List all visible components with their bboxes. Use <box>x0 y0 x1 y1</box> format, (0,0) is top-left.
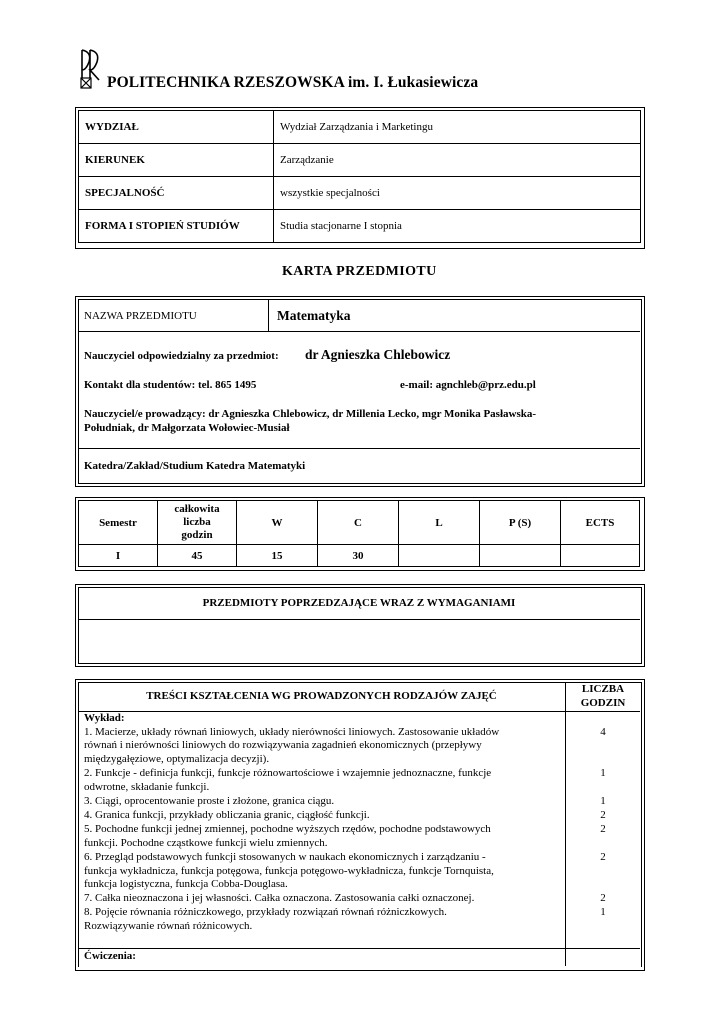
p-header: P (S) <box>480 501 561 545</box>
l-header: L <box>399 501 480 545</box>
hours-header <box>566 683 640 710</box>
lecture-hours-cell <box>566 878 640 892</box>
info-row-specialization <box>79 177 641 210</box>
total-hours-value: 45 <box>158 545 237 567</box>
lecture-line: 8. Pojęcie równania różniczkowego, przykłady rozwiązań równań różniczkowych. <box>84 906 447 919</box>
semester-data-row <box>79 545 640 567</box>
total-hours-header-line1: całkowita <box>174 503 220 515</box>
semester-header: Semestr <box>79 501 158 545</box>
w-value: 15 <box>237 545 318 567</box>
contact-email: e-mail: agnchleb@prz.edu.pl <box>400 379 536 391</box>
lecture-line: funkcja logistyczna, funkcja Cobba-Douglasa. <box>84 878 288 891</box>
lecture-line: 4. Granica funkcji, przykłady obliczania granic, ciągłość funkcji. <box>84 808 370 821</box>
lecture-hours-cell: 2 <box>600 850 606 863</box>
info-row-field <box>79 144 641 177</box>
prereq-divider <box>78 619 640 620</box>
lecture-hours <box>566 726 640 935</box>
teachers-line-2: Południak, dr Małgorzata Wołowiec-Musiał <box>84 422 290 434</box>
lecture-hours-cell <box>566 837 640 851</box>
specialization-label: SPECJALNOŚĆ <box>79 177 274 210</box>
lecture-hours-cell: 2 <box>600 808 606 821</box>
faculty-value: Wydział Zarządzania i Marketingu <box>274 111 641 144</box>
lecture-line: 2. Funkcje - definicja funkcji, funkcje różnowartościowe i wzajemnie jednoznaczne, funkcje <box>84 767 492 780</box>
lecture-line: funkcja wykładnicza, funkcja potęgowa, funkcja potęgowo-wykładnicza, funkcje Tornquista, <box>84 864 494 877</box>
c-header: C <box>318 501 399 545</box>
exercises-divider <box>78 948 640 949</box>
lecture-hours-cell: 1 <box>600 906 606 919</box>
contact-phone: Kontakt dla studentów: tel. 865 1495 <box>84 379 257 391</box>
l-value <box>399 545 480 567</box>
prereq-title: PRZEDMIOTY POPRZEDZAJĄCE WRAZ Z WYMAGANIAMI <box>202 597 516 609</box>
lecture-hours-cell <box>566 739 640 753</box>
lecture-line: Rozwiązywanie równań różnicowych. <box>84 920 253 933</box>
card-title: KARTA PRZEDMIOTU <box>282 264 437 279</box>
department: Katedra/Zakład/Studium Katedra Matematyki <box>84 460 306 472</box>
lecture-line: funkcji. Pochodne cząstkowe funkcji wielu zmiennych. <box>84 836 328 849</box>
lecture-hours-cell: 1 <box>600 795 606 808</box>
lecture-line: 3. Ciągi, oprocentowanie proste i złożone, granica ciągu. <box>84 795 335 808</box>
exercises-label: Ćwiczenia: <box>84 950 136 962</box>
university-logo-icon <box>79 48 105 90</box>
total-hours-header-line2: liczba <box>183 516 211 528</box>
ects-value <box>561 545 640 567</box>
lecture-line: międzygałęziowe, optymalizacja decyzji). <box>84 753 270 766</box>
hours-header-line1: LICZBA <box>581 683 625 695</box>
info-row-faculty <box>79 111 641 144</box>
lecture-lines <box>84 726 562 935</box>
teachers-line-1: Nauczyciel/e prowadzący: dr Agnieszka Chlebowicz, dr Millenia Lecko, mgr Monika Pasławska- <box>84 408 536 420</box>
department-divider <box>78 448 640 449</box>
content-header-divider <box>78 711 640 712</box>
content-title: TREŚCI KSZTAŁCENIA WG PROWADZONYCH RODZAJÓW ZAJĘĆ <box>146 690 497 702</box>
total-hours-header <box>158 501 237 545</box>
lecture-hours-cell <box>566 753 640 767</box>
teacher-value: dr Agnieszka Chlebowicz <box>305 347 451 362</box>
lecture-label: Wykład: <box>84 712 125 724</box>
field-label: KIERUNEK <box>79 144 274 177</box>
specialization-value: wszystkie specjalności <box>274 177 641 210</box>
field-value: Zarządzanie <box>274 144 641 177</box>
university-name: POLITECHNIKA RZESZOWSKA im. I. Łukasiewicza <box>107 74 479 91</box>
semester-table <box>78 500 640 567</box>
info-row-study-form <box>79 210 641 243</box>
lecture-hours-cell: 1 <box>600 767 606 780</box>
lecture-line: odwrotne, składanie funkcji. <box>84 781 210 794</box>
lecture-hours-cell: 2 <box>600 822 606 835</box>
teacher-label: Nauczyciel odpowiedzialny za przedmiot: <box>84 350 279 362</box>
lecture-hours-cell <box>566 865 640 879</box>
lecture-line: równań i nierówności liniowych do rozwiązywania zagadnień ekonomicznych (przepływy <box>84 739 482 752</box>
lecture-line: 6. Przegląd podstawowych funkcji stosowanych w naukach ekonomicznych i zarządzaniu - <box>84 850 486 863</box>
c-value: 30 <box>318 545 399 567</box>
subject-name-label: NAZWA PRZEDMIOTU <box>84 310 197 322</box>
hours-header-line2: GODZIN <box>580 696 626 709</box>
semester-value: I <box>79 545 158 567</box>
subject-name-value: Matematyka <box>277 308 351 323</box>
lecture-hours-cell <box>566 920 640 934</box>
lecture-hours-cell: 2 <box>600 892 606 905</box>
info-table <box>78 110 641 243</box>
lecture-line: 5. Pochodne funkcji jednej zmiennej, pochodne wyższych rzędów, pochodne podstawowych <box>84 822 491 835</box>
p-value <box>480 545 561 567</box>
w-header: W <box>237 501 318 545</box>
lecture-line: 1. Macierze, układy równań liniowych, układy nierówności liniowych. Zastosowanie układów <box>84 725 500 738</box>
study-form-label: FORMA I STOPIEŃ STUDIÓW <box>79 210 274 243</box>
total-hours-header-line3: godzin <box>181 529 213 541</box>
ects-header: ECTS <box>561 501 640 545</box>
lecture-hours-cell: 4 <box>600 725 606 738</box>
study-form-value: Studia stacjonarne I stopnia <box>274 210 641 243</box>
faculty-label: WYDZIAŁ <box>79 111 274 144</box>
lecture-hours-cell <box>566 781 640 795</box>
lecture-line: 7. Całka nieoznaczona i jej własności. Całka oznaczona. Zastosowania całki oznaczonej. <box>84 892 475 905</box>
semester-header-row <box>79 501 640 545</box>
